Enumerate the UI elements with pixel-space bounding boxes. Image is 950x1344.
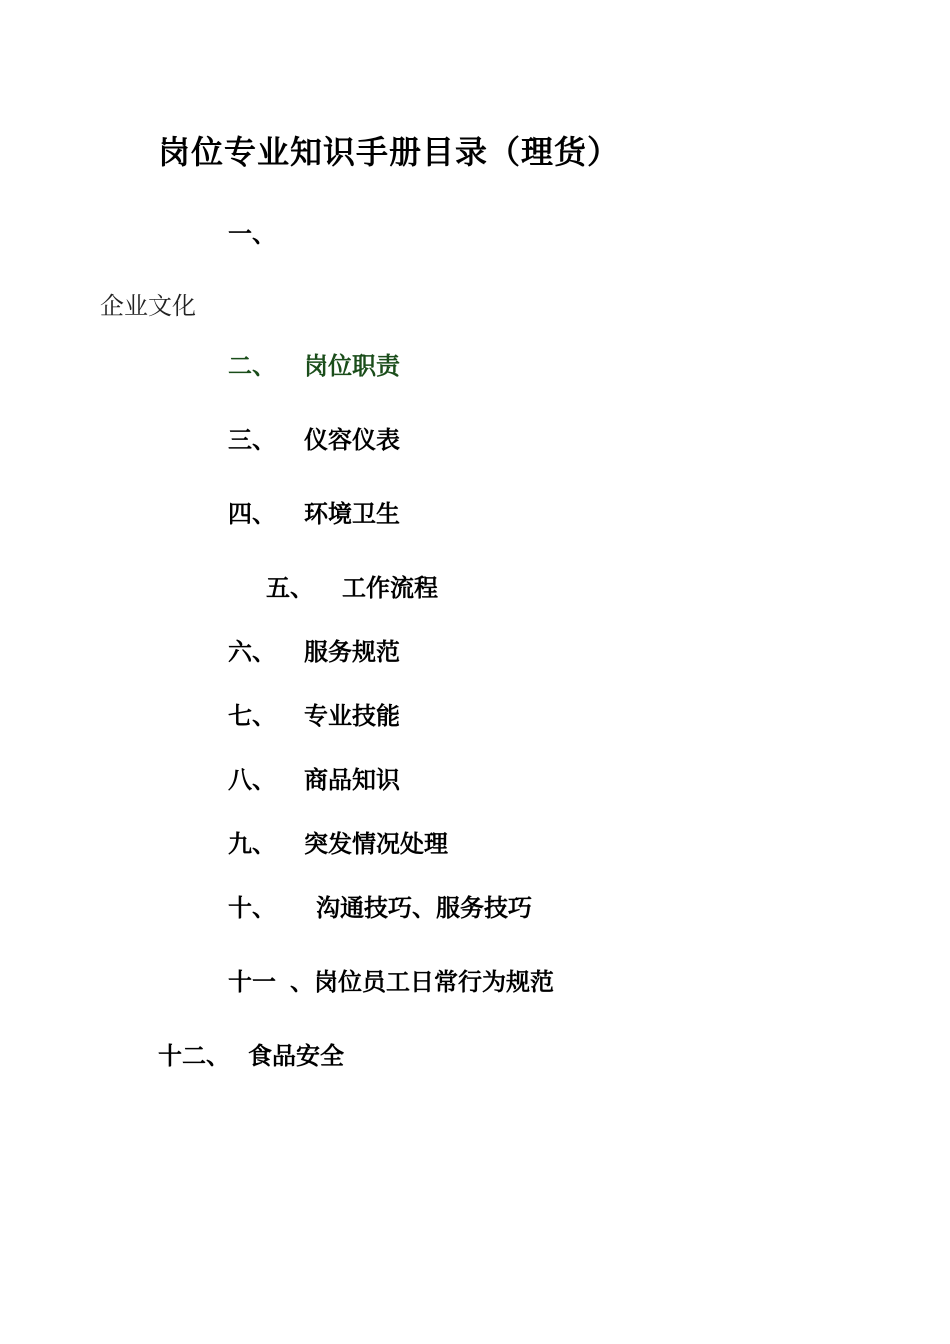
toc-item-number: 七、 xyxy=(228,701,276,730)
toc-item-11 xyxy=(228,964,554,1000)
toc-item-text: 专业技能 xyxy=(304,701,400,730)
toc-item-number: 九、 xyxy=(228,829,276,858)
toc-item-8 xyxy=(228,762,400,798)
toc-item-text: 商品知识 xyxy=(304,765,400,794)
toc-item-number: 一、 xyxy=(228,219,276,248)
toc-item-12 xyxy=(158,1038,344,1074)
toc-item-number: 三、 xyxy=(228,425,276,454)
toc-item-5 xyxy=(266,570,438,606)
toc-item-text: 环境卫生 xyxy=(304,499,400,528)
toc-item-text: 工作流程 xyxy=(342,573,438,602)
toc-item-number: 八、 xyxy=(228,765,276,794)
toc-item-text: 、岗位员工日常行为规范 xyxy=(290,967,554,996)
toc-item-1-text: 企业文化 xyxy=(100,292,196,320)
toc-item-number: 十二、 xyxy=(158,1041,230,1070)
toc-item-1 xyxy=(228,216,276,252)
toc-item-7 xyxy=(228,698,400,734)
toc-item-number: 十一 xyxy=(228,967,276,996)
toc-item-3 xyxy=(228,422,400,458)
toc-item-text: 食品安全 xyxy=(248,1041,344,1070)
toc-item-number: 十、 xyxy=(228,893,276,922)
toc-item-2 xyxy=(228,348,400,384)
toc-item-text: 服务规范 xyxy=(304,637,400,666)
toc-item-number: 二、 xyxy=(228,351,276,380)
page-title: 岗位专业知识手册目录（理货） xyxy=(158,133,621,171)
toc-item-text: 仪容仪表 xyxy=(304,425,400,454)
toc-item-text: 突发情况处理 xyxy=(304,829,448,858)
toc-item-text: 沟通技巧、服务技巧 xyxy=(316,893,532,922)
toc-item-number: 五、 xyxy=(266,573,314,602)
toc-item-number: 四、 xyxy=(228,499,276,528)
toc-item-9 xyxy=(228,826,448,862)
toc-item-text: 岗位职责 xyxy=(304,351,400,380)
toc-item-number: 六、 xyxy=(228,637,276,666)
toc-item-4 xyxy=(228,496,400,532)
toc-item-10 xyxy=(228,890,532,926)
toc-item-6 xyxy=(228,634,400,670)
